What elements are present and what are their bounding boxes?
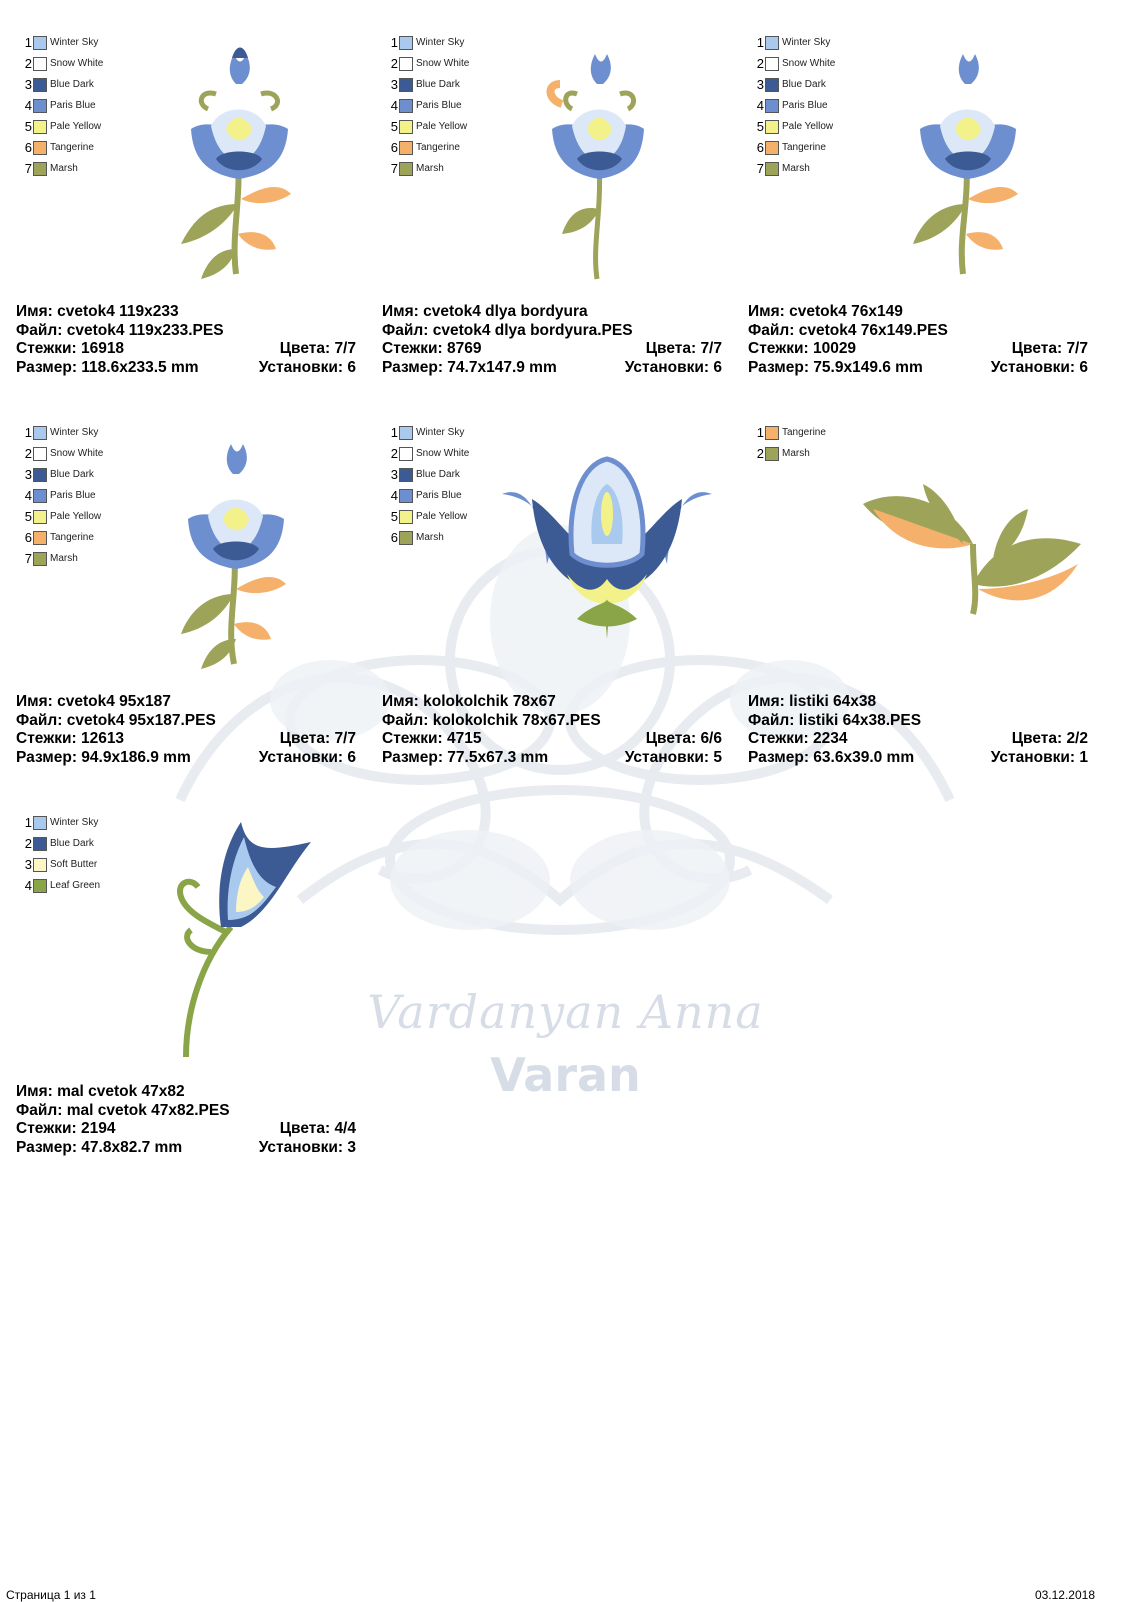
- stitch-count: 2234: [812, 730, 848, 747]
- legend-row: 1 Winter Sky: [24, 35, 99, 50]
- legend-row: 4 Paris Blue: [756, 98, 828, 113]
- legend-row: 1 Winter Sky: [390, 425, 465, 440]
- stop-count: 6: [347, 358, 356, 376]
- color-swatch: [765, 78, 779, 92]
- color-legend: [22, 812, 100, 896]
- design-file: cvetok4 76x149.PES: [798, 321, 948, 339]
- stitch-count: 10029: [812, 340, 857, 357]
- stitch-count: 2194: [80, 1120, 116, 1137]
- color-swatch: [765, 120, 779, 134]
- small-flower-embroidery-image: [166, 812, 316, 1062]
- design-info: Имя: cvetok4 76x149 Файл: cvetok4 76x149.PES Стежки: 10029 Цвета: 7/7 Размер: 75.9x149.6 mm Установки: 6: [748, 303, 1088, 376]
- stop-count: 5: [713, 748, 722, 766]
- color-swatch: [399, 36, 413, 50]
- legend-row: 5 Pale Yellow: [390, 509, 468, 524]
- flower-embroidery-image: [908, 34, 1028, 284]
- color-swatch: [399, 447, 413, 461]
- color-count: 6/6: [700, 730, 722, 747]
- color-swatch: [33, 141, 47, 155]
- color-swatch: [33, 552, 47, 566]
- legend-row: 4 Paris Blue: [390, 98, 462, 113]
- design-size: 118.6x233.5 mm: [81, 358, 199, 376]
- color-swatch: [765, 99, 779, 113]
- color-legend: [388, 32, 469, 179]
- legend-row: 7 Marsh: [756, 161, 810, 176]
- design-file: cvetok4 95x187.PES: [66, 711, 216, 729]
- legend-row: 5 Pale Yellow: [390, 119, 468, 134]
- flower-embroidery-image: [542, 34, 652, 284]
- color-swatch: [399, 510, 413, 524]
- design-size: 74.7x147.9 mm: [447, 358, 557, 376]
- stop-count: 6: [713, 358, 722, 376]
- color-swatch: [765, 426, 779, 440]
- color-swatch: [33, 447, 47, 461]
- color-swatch: [399, 99, 413, 113]
- color-swatch: [399, 141, 413, 155]
- legend-row: 5 Pale Yellow: [24, 119, 102, 134]
- legend-row: 2 Blue Dark: [24, 836, 94, 851]
- stop-count: 3: [347, 1138, 356, 1156]
- page-number: Страница 1 из 1: [6, 1588, 96, 1602]
- color-swatch: [33, 99, 47, 113]
- legend-row: 4 Paris Blue: [24, 98, 96, 113]
- design-card-3: [748, 28, 1093, 396]
- design-size: 47.8x82.7 mm: [81, 1138, 183, 1156]
- legend-row: 4 Leaf Green: [24, 878, 101, 893]
- stop-count: 6: [1079, 358, 1088, 376]
- design-name: cvetok4 119x233: [57, 303, 179, 320]
- stop-count: 1: [1079, 748, 1088, 766]
- design-card-7: [16, 808, 361, 1176]
- legend-row: 4 Paris Blue: [24, 488, 96, 503]
- color-swatch: [399, 489, 413, 503]
- legend-row: 7 Marsh: [24, 161, 78, 176]
- color-count: 2/2: [1066, 730, 1088, 747]
- color-swatch: [765, 36, 779, 50]
- bell-flower-embroidery-image: [497, 454, 717, 644]
- stop-count: 6: [347, 748, 356, 766]
- color-swatch: [399, 57, 413, 71]
- legend-row: 1 Tangerine: [756, 425, 826, 440]
- print-date: 03.12.2018: [1034, 1588, 1095, 1602]
- color-swatch: [33, 879, 47, 893]
- legend-row: 3 Blue Dark: [24, 467, 94, 482]
- design-name: cvetok4 76x149: [789, 303, 903, 320]
- color-swatch: [33, 162, 47, 176]
- color-swatch: [33, 426, 47, 440]
- legend-row: 5 Pale Yellow: [756, 119, 834, 134]
- color-count: 7/7: [334, 340, 356, 357]
- legend-row: 7 Marsh: [24, 551, 78, 566]
- legend-row: 3 Blue Dark: [24, 77, 94, 92]
- design-name: listiki 64x38: [789, 693, 877, 710]
- color-swatch: [33, 468, 47, 482]
- flower-embroidery-image: [176, 424, 296, 674]
- legend-row: 2 Snow White: [24, 446, 104, 461]
- color-count: 7/7: [334, 730, 356, 747]
- watermark-brand: Varan: [490, 1048, 641, 1102]
- design-info: Имя: kolokolchik 78x67 Файл: kolokolchik 78x67.PES Стежки: 4715 Цвета: 6/6 Размер: 77.5x67.3 mm Установки: 5: [382, 693, 722, 766]
- design-name: cvetok4 95x187: [57, 693, 171, 710]
- design-info: Имя: cvetok4 119x233 Файл: cvetok4 119x233.PES Стежки: 16918 Цвета: 7/7 Размер: 118.6x233.5 mm Установки: 6: [16, 303, 356, 376]
- design-info: Имя: listiki 64x38 Файл: listiki 64x38.PES Стежки: 2234 Цвета: 2/2 Размер: 63.6x39.0 mm Установки: 1: [748, 693, 1088, 766]
- design-name: kolokolchik 78x67: [423, 693, 556, 710]
- color-count: 7/7: [1066, 340, 1088, 357]
- color-swatch: [399, 162, 413, 176]
- design-card-6: [748, 418, 1093, 786]
- design-file: listiki 64x38.PES: [798, 711, 922, 729]
- color-count: 4/4: [334, 1120, 356, 1137]
- legend-row: 6 Tangerine: [390, 140, 460, 155]
- legend-row: 1 Winter Sky: [24, 425, 99, 440]
- color-legend: [388, 422, 469, 548]
- legend-row: 5 Pale Yellow: [24, 509, 102, 524]
- legend-row: 2 Snow White: [390, 446, 470, 461]
- design-card-5: [382, 418, 727, 786]
- legend-row: 6 Marsh: [390, 530, 444, 545]
- watermark-name: Vardanyan Anna: [367, 985, 764, 1039]
- color-legend: [22, 32, 103, 179]
- design-size: 77.5x67.3 mm: [447, 748, 549, 766]
- legend-row: 3 Blue Dark: [390, 467, 460, 482]
- design-size: 94.9x186.9 mm: [81, 748, 191, 766]
- design-file: kolokolchik 78x67.PES: [432, 711, 601, 729]
- leaves-embroidery-image: [863, 474, 1083, 624]
- color-swatch: [33, 120, 47, 134]
- design-file: mal cvetok 47x82.PES: [66, 1101, 230, 1119]
- legend-row: 2 Snow White: [756, 56, 836, 71]
- legend-row: 6 Tangerine: [756, 140, 826, 155]
- legend-row: 2 Snow White: [390, 56, 470, 71]
- color-swatch: [33, 489, 47, 503]
- color-swatch: [33, 816, 47, 830]
- color-swatch: [399, 531, 413, 545]
- legend-row: 1 Winter Sky: [756, 35, 831, 50]
- design-card-4: [16, 418, 361, 786]
- design-size: 63.6x39.0 mm: [813, 748, 915, 766]
- design-name: mal cvetok 47x82: [57, 1083, 185, 1100]
- stitch-count: 16918: [80, 340, 125, 357]
- stitch-count: 4715: [446, 730, 482, 747]
- design-file: cvetok4 dlya bordyura.PES: [432, 321, 633, 339]
- color-swatch: [399, 468, 413, 482]
- legend-row: 3 Soft Butter: [24, 857, 98, 872]
- color-swatch: [765, 57, 779, 71]
- design-name: cvetok4 dlya bordyura: [423, 303, 588, 320]
- legend-row: 1 Winter Sky: [390, 35, 465, 50]
- color-swatch: [765, 447, 779, 461]
- legend-row: 3 Blue Dark: [390, 77, 460, 92]
- stitch-count: 8769: [446, 340, 482, 357]
- design-info: Имя: mal cvetok 47x82 Файл: mal cvetok 47x82.PES Стежки: 2194 Цвета: 4/4 Размер: 47.8x82.7 mm Установки: 3: [16, 1083, 356, 1156]
- design-info: Имя: cvetok4 dlya bordyura Файл: cvetok4 dlya bordyura.PES Стежки: 8769 Цвета: 7/7 Размер: 74.7x147.9 mm Установки: 6: [382, 303, 722, 376]
- color-legend: [22, 422, 103, 569]
- color-swatch: [33, 36, 47, 50]
- color-count: 7/7: [700, 340, 722, 357]
- color-swatch: [33, 78, 47, 92]
- legend-row: 6 Tangerine: [24, 530, 94, 545]
- color-swatch: [33, 837, 47, 851]
- legend-row: 3 Blue Dark: [756, 77, 826, 92]
- color-legend: [754, 32, 835, 179]
- color-swatch: [765, 162, 779, 176]
- color-swatch: [765, 141, 779, 155]
- legend-row: 7 Marsh: [390, 161, 444, 176]
- color-legend: [754, 422, 826, 464]
- legend-row: 4 Paris Blue: [390, 488, 462, 503]
- legend-row: 2 Marsh: [756, 446, 810, 461]
- color-swatch: [33, 858, 47, 872]
- legend-row: 2 Snow White: [24, 56, 104, 71]
- color-swatch: [399, 78, 413, 92]
- color-swatch: [399, 120, 413, 134]
- legend-row: 6 Tangerine: [24, 140, 94, 155]
- flower-embroidery-image: [176, 34, 306, 284]
- stitch-count: 12613: [80, 730, 125, 747]
- design-info: Имя: cvetok4 95x187 Файл: cvetok4 95x187.PES Стежки: 12613 Цвета: 7/7 Размер: 94.9x186.9 mm Установки: 6: [16, 693, 356, 766]
- color-swatch: [33, 510, 47, 524]
- color-swatch: [399, 426, 413, 440]
- design-card-2: [382, 28, 727, 396]
- design-size: 75.9x149.6 mm: [813, 358, 923, 376]
- design-card-1: [16, 28, 361, 396]
- color-swatch: [33, 531, 47, 545]
- color-swatch: [33, 57, 47, 71]
- legend-row: 1 Winter Sky: [24, 815, 99, 830]
- design-file: cvetok4 119x233.PES: [66, 321, 224, 339]
